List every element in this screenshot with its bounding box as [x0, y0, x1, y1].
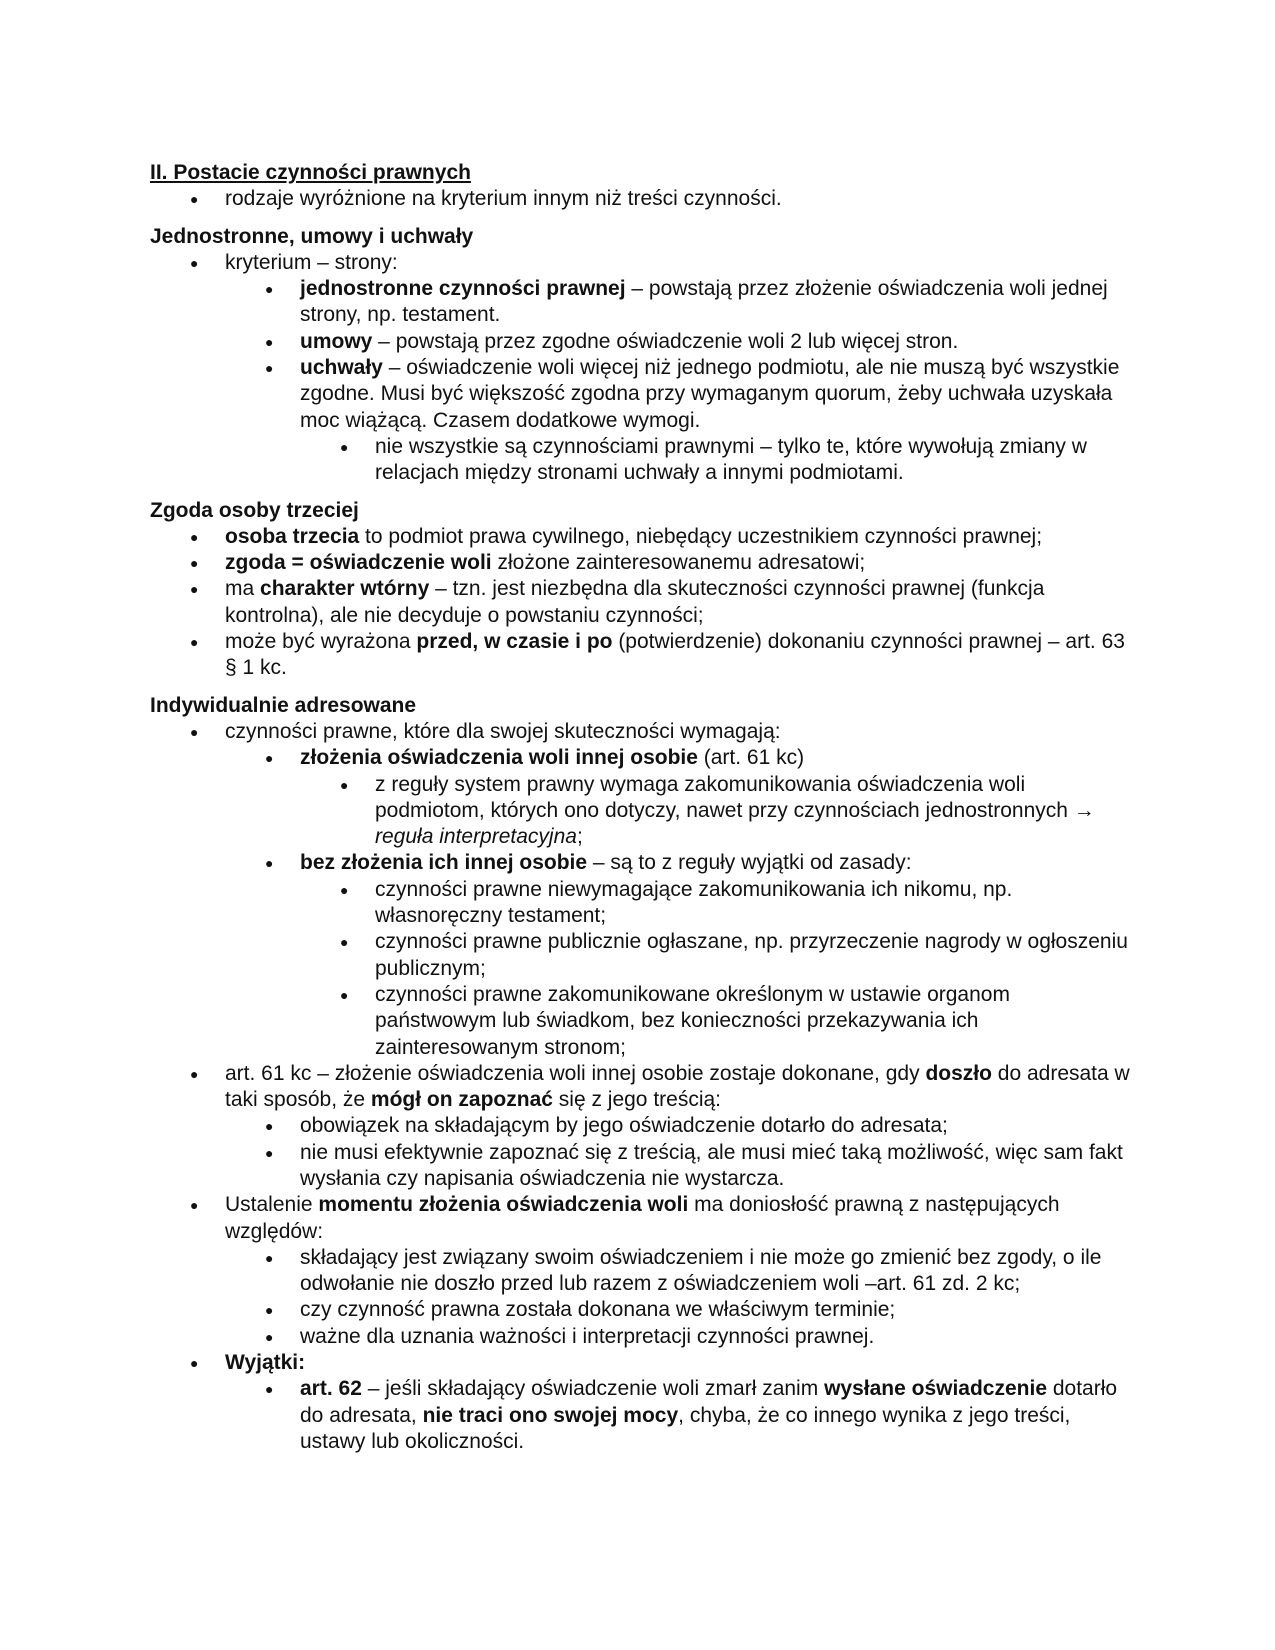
list-item: ● art. 62 – jeśli składający oświadczenie woli zmarł zanim wysłane oświadczenie dotarło do adresata, nie traci ono swojej mocy, chyba, że co innego wynika z jego treści, ustawy lub okoliczności. — [225, 1376, 1130, 1455]
list-item: ● czynności prawne niewymagające zakomunikowania ich nikomu, np. własnoręczny testament; — [300, 877, 1130, 930]
sublist — [300, 772, 1130, 851]
list-item: ● składający jest związany swoim oświadczeniem i nie może go zmienić bez zgody, o ile odwołanie nie doszło przed lub razem z oświadczeniem woli –art. 61 zd. 2 kc; — [225, 1245, 1130, 1298]
list-item: ● jednostronne czynności prawnej – powstają przez złożenie oświadczenia woli jednej strony, np. testament. — [225, 276, 1130, 329]
sublist — [300, 434, 1130, 487]
list-item: ● rodzaje wyróżnione na kryterium innym niż treści czynności. — [150, 186, 1130, 212]
list-item: ● zgoda = oświadczenie woli złożone zainteresowanemu adresatowi; — [150, 550, 1130, 576]
section-title: II. Postacie czynności prawnych — [150, 161, 471, 184]
heading-jednostronne: Jednostronne, umowy i uchwały — [150, 224, 474, 248]
sublist — [300, 877, 1130, 1061]
sublist — [225, 276, 1130, 486]
list-item: ● nie musi efektywnie zapoznać się z treścią, ale musi mieć taką możliwość, więc sam fakt wysłania czy napisania oświadczenia nie wystarcza. — [225, 1140, 1130, 1193]
intro-list — [150, 186, 1130, 212]
list-item: ● art. 61 kc – złożenie oświadczenia woli innej osobie zostaje dokonane, gdy doszło do adresata w taki sposób, że mógł on zapoznać się z jego treścią: ● obowiązek na składającym by jego oświadczenie dotarło do adresata; ● nie musi efektywnie zapoznać się z treścią, ale musi mieć taką możliwość, więc sam fakt wysłania czy napisania oświadczenia nie wystarcza. — [150, 1061, 1130, 1192]
list-item: ● obowiązek na składającym by jego oświadczenie dotarło do adresata; — [225, 1113, 1130, 1139]
sublist — [225, 745, 1130, 1061]
sublist — [225, 1245, 1130, 1350]
list-item: ● ma charakter wtórny – tzn. jest niezbędna dla skuteczności czynności prawnej (funkcja kontrolna), ale nie decyduje o powstaniu czynności; — [150, 576, 1130, 629]
list-zgoda — [150, 524, 1130, 682]
sublist — [225, 1113, 1130, 1192]
list-item: ● złożenia oświadczenia woli innej osobie (art. 61 kc) ● z reguły system prawny wymaga zakomunikowania oświadczenia woli podmiotom, których ono dotyczy, nawet przy czynnościach jednostronnych → reguła interpretacyjna; — [225, 745, 1130, 850]
list-jednostronne — [150, 250, 1130, 487]
list-item: ● umowy – powstają przez zgodne oświadczenie woli 2 lub więcej stron. — [225, 329, 1130, 355]
list-item: ● uchwały – oświadczenie woli więcej niż jednego podmiotu, ale nie muszą być wszystkie zgodne. Musi być większość zgodna przy wymaganym quorum, żeby uchwała uzyskała moc wiążącą. Czasem dodatkowe wymogi. ● nie wszystkie są czynnościami prawnymi – tylko te, które wywołują zmiany w relacjach między stronami uchwały a innymi podmiotami. — [225, 355, 1130, 486]
list-item: ● czynności prawne publicznie ogłaszane, np. przyrzeczenie nagrody w ogłoszeniu publicznym; — [300, 929, 1130, 982]
list-item: ● ważne dla uznania ważności i interpretacji czynności prawnej. — [225, 1324, 1130, 1350]
list-item: ● kryterium – strony: ● jednostronne czynności prawnej – powstają przez złożenie oświadczenia woli jednej strony, np. testament. ● umowy – powstają przez zgodne oświadczenie woli 2 lub więcej stron. ● uchwały – oświadczenie woli więcej niż jednego podmiotu, ale nie muszą być wszystkie zgodne. Musi być większość zgodna przy wymaganym quorum, żeby uchwała uzyskała moc wiążącą. Czasem dodatkowe wymogi. ● nie wszystkie są czynnościami prawnymi – tylko te, które wywołują zmiany w relacjach między stronami uchwały a innymi podmiotami. — [150, 250, 1130, 487]
heading-indywidualnie: Indywidualnie adresowane — [150, 693, 417, 717]
list-item: ● może być wyrażona przed, w czasie i po (potwierdzenie) dokonaniu czynności prawnej – art. 63 § 1 kc. — [150, 629, 1130, 682]
heading-zgoda: Zgoda osoby trzeciej — [150, 498, 359, 522]
list-item: ● Ustalenie momentu złożenia oświadczenia woli ma doniosłość prawną z następujących względów: ● składający jest związany swoim oświadczeniem i nie może go zmienić bez zgody, o ile odwołanie nie doszło przed lub razem z oświadczeniem woli –art. 61 zd. 2 kc; ● czy czynność prawna została dokonana we właściwym terminie; ● ważne dla uznania ważności i interpretacji czynności prawnej. — [150, 1192, 1130, 1350]
document-page — [150, 160, 1130, 1455]
sublist — [225, 1376, 1130, 1455]
list-item: ● z reguły system prawny wymaga zakomunikowania oświadczenia woli podmiotom, których ono dotyczy, nawet przy czynnościach jednostronnych → reguła interpretacyjna; — [300, 772, 1130, 851]
list-item: ● Wyjątki: ● art. 62 – jeśli składający oświadczenie woli zmarł zanim wysłane oświadczenie dotarło do adresata, nie traci ono swojej mocy, chyba, że co innego wynika z jego treści, ustawy lub okoliczności. — [150, 1350, 1130, 1455]
list-item: ● osoba trzecia to podmiot prawa cywilnego, niebędący uczestnikiem czynności prawnej; — [150, 524, 1130, 550]
list-item: ● czynności prawne zakomunikowane określonym w ustawie organom państwowym lub świadkom, bez konieczności przekazywania ich zainteresowanym stronom; — [300, 982, 1130, 1061]
list-indywidualnie — [150, 719, 1130, 1455]
list-item: ● czynności prawne, które dla swojej skuteczności wymagają: ● złożenia oświadczenia woli innej osobie (art. 61 kc) ● z reguły system prawny wymaga zakomunikowania oświadczenia woli podmiotom, których ono dotyczy, nawet przy czynnościach jednostronnych → reguła interpretacyjna; ● bez złożenia ich innej osobie – są to z reguły wyjątki od zasady: ● czynności prawne niewymagające zakomunikowania ich nikomu, np. własnoręczny testament; ● czynności prawne publicznie ogłaszane, np. przyrzeczenie nagrody w ogłoszeniu publicznym; ● czynności prawne zakomunikowane określonym w ustawie organom państwowym lub świadkom, bez konieczności przekazywania ich zainteresowanym stronom; — [150, 719, 1130, 1061]
list-item: ● bez złożenia ich innej osobie – są to z reguły wyjątki od zasady: ● czynności prawne niewymagające zakomunikowania ich nikomu, np. własnoręczny testament; ● czynności prawne publicznie ogłaszane, np. przyrzeczenie nagrody w ogłoszeniu publicznym; ● czynności prawne zakomunikowane określonym w ustawie organom państwowym lub świadkom, bez konieczności przekazywania ich zainteresowanym stronom; — [225, 850, 1130, 1060]
list-item: ● nie wszystkie są czynnościami prawnymi – tylko te, które wywołują zmiany w relacjach między stronami uchwały a innymi podmiotami. — [300, 434, 1130, 487]
list-item: ● czy czynność prawna została dokonana we właściwym terminie; — [225, 1297, 1130, 1323]
